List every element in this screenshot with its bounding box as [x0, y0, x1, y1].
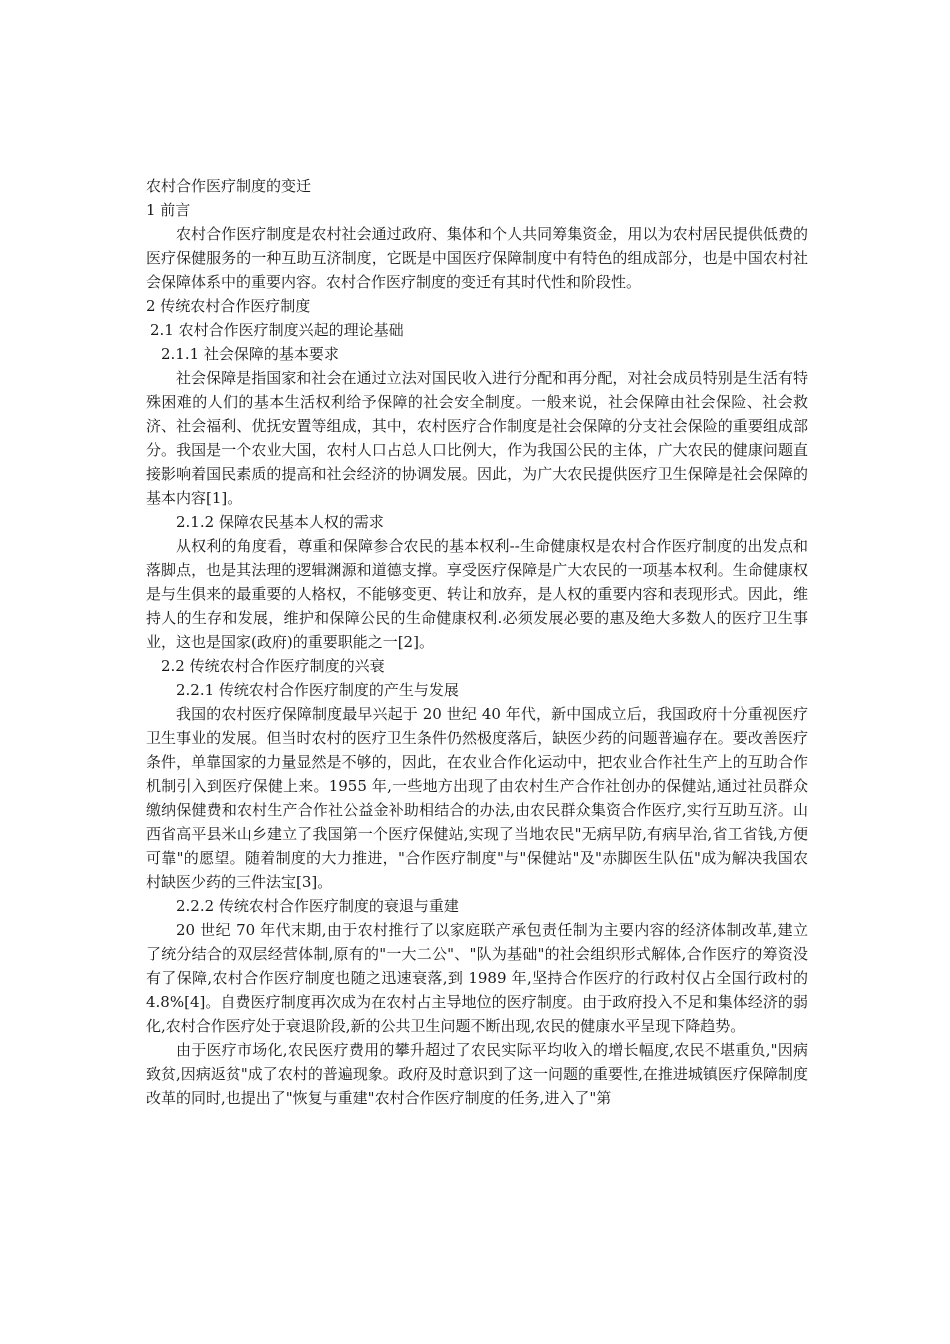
section-2-2-2-paragraph-2: 由于医疗市场化,农民医疗费用的攀升超过了农民实际平均收入的增长幅度,农民不堪重负,"因病致贫,因病返贫"成了农村的普遍现象。政府及时意识到了这一问题的重要性,在推进城镇医疗保障制度改革的同时,也提出了"恢复与重建"农村合作医疗制度的任务,进入了"第 [146, 1041, 808, 1107]
section-2-2-1-heading: 2.2.1 传统农村合作医疗制度的产生与发展 [176, 681, 459, 699]
section-1-heading: 1 前言 [146, 201, 191, 219]
section-1-paragraph: 农村合作医疗制度是农村社会通过政府、集体和个人共同筹集资金，用以为农村居民提供低费的医疗保健服务的一种互助互济制度，它既是中国医疗保障制度中有特色的组成部分，也是中国农村社会保障体系中的重要内容。农村合作医疗制度的变迁有其时代性和阶段性。 [146, 225, 808, 291]
section-2-heading: 2 传统农村合作医疗制度 [146, 297, 311, 315]
section-2-1-1-heading: 2.1.1 社会保障的基本要求 [161, 345, 339, 363]
section-2-2-heading: 2.2 传统农村合作医疗制度的兴衰 [161, 657, 385, 675]
section-2-2-2-paragraph-1: 20 世纪 70 年代末期,由于农村推行了以家庭联产承包责任制为主要内容的经济体制改革,建立了统分结合的双层经营体制,原有的"一大二公"、"队为基础"的社会组织形式解体,合作医疗的筹资没有了保障,农村合作医疗制度也随之迅速衰落,到 1989 年,坚持合作医疗的行政村仅占全国行政村的 4.8%[4]。自费医疗制度再次成为在农村占主导地位的医疗制度。由于政府投入不足和集体经济的弱化,农村合作医疗处于衰退阶段,新的公共卫生问题不断出现,农民的健康水平呈现下降趋势。 [146, 921, 808, 1035]
section-2-1-2-paragraph: 从权利的角度看，尊重和保障参合农民的基本权利--生命健康权是农村合作医疗制度的出发点和落脚点，也是其法理的逻辑渊源和道德支撑。享受医疗保障是广大农民的一项基本权利。生命健康权是与生俱来的最重要的人格权，不能够变更、转让和放弃，是人权的重要内容和表现形式。因此，维持人的生存和发展，维护和保障公民的生命健康权利.必须发展必要的惠及绝大多数人的医疗卫生事业，这也是国家(政府)的重要职能之一[2]。 [146, 537, 808, 651]
document-page [146, 174, 808, 1110]
section-2-1-1-paragraph: 社会保障是指国家和社会在通过立法对国民收入进行分配和再分配，对社会成员特别是生活有特殊困难的人们的基本生活权利给予保障的社会安全制度。一般来说，社会保障由社会保险、社会救济、社会福利、优抚安置等组成，其中，农村医疗合作制度是社会保障的分支社会保险的重要组成部分。我国是一个农业大国，农村人口占总人口比例大，作为我国公民的主体，广大农民的健康问题直接影响着国民素质的提高和社会经济的协调发展。因此，为广大农民提供医疗卫生保障是社会保障的基本内容[1]。 [146, 369, 808, 507]
section-2-1-2-heading: 2.1.2 保障农民基本人权的需求 [176, 513, 384, 531]
document-title: 农村合作医疗制度的变迁 [146, 177, 312, 195]
section-2-2-1-paragraph: 我国的农村医疗保障制度最早兴起于 20 世纪 40 年代，新中国成立后，我国政府十分重视医疗卫生事业的发展。但当时农村的医疗卫生条件仍然极度落后，缺医少药的问题普遍存在。要改善医疗条件，单靠国家的力量显然是不够的，因此，在农业合作化运动中，把农业合作社生产上的互助合作机制引入到医疗保健上来。1955 年,一些地方出现了由农村生产合作社创办的保健站,通过社员群众缴纳保健费和农村生产合作社公益金补助相结合的办法,由农民群众集资合作医疗,实行互助互济。山西省高平县米山乡建立了我国第一个医疗保健站,实现了当地农民"无病早防,有病早治,省工省钱,方便可靠"的愿望。随着制度的大力推进，"合作医疗制度"与"保健站"及"赤脚医生队伍"成为解决我国农村缺医少药的三件法宝[3]。 [146, 705, 808, 891]
section-2-1-heading: 2.1 农村合作医疗制度兴起的理论基础 [150, 321, 404, 339]
section-2-2-2-heading: 2.2.2 传统农村合作医疗制度的衰退与重建 [176, 897, 459, 915]
